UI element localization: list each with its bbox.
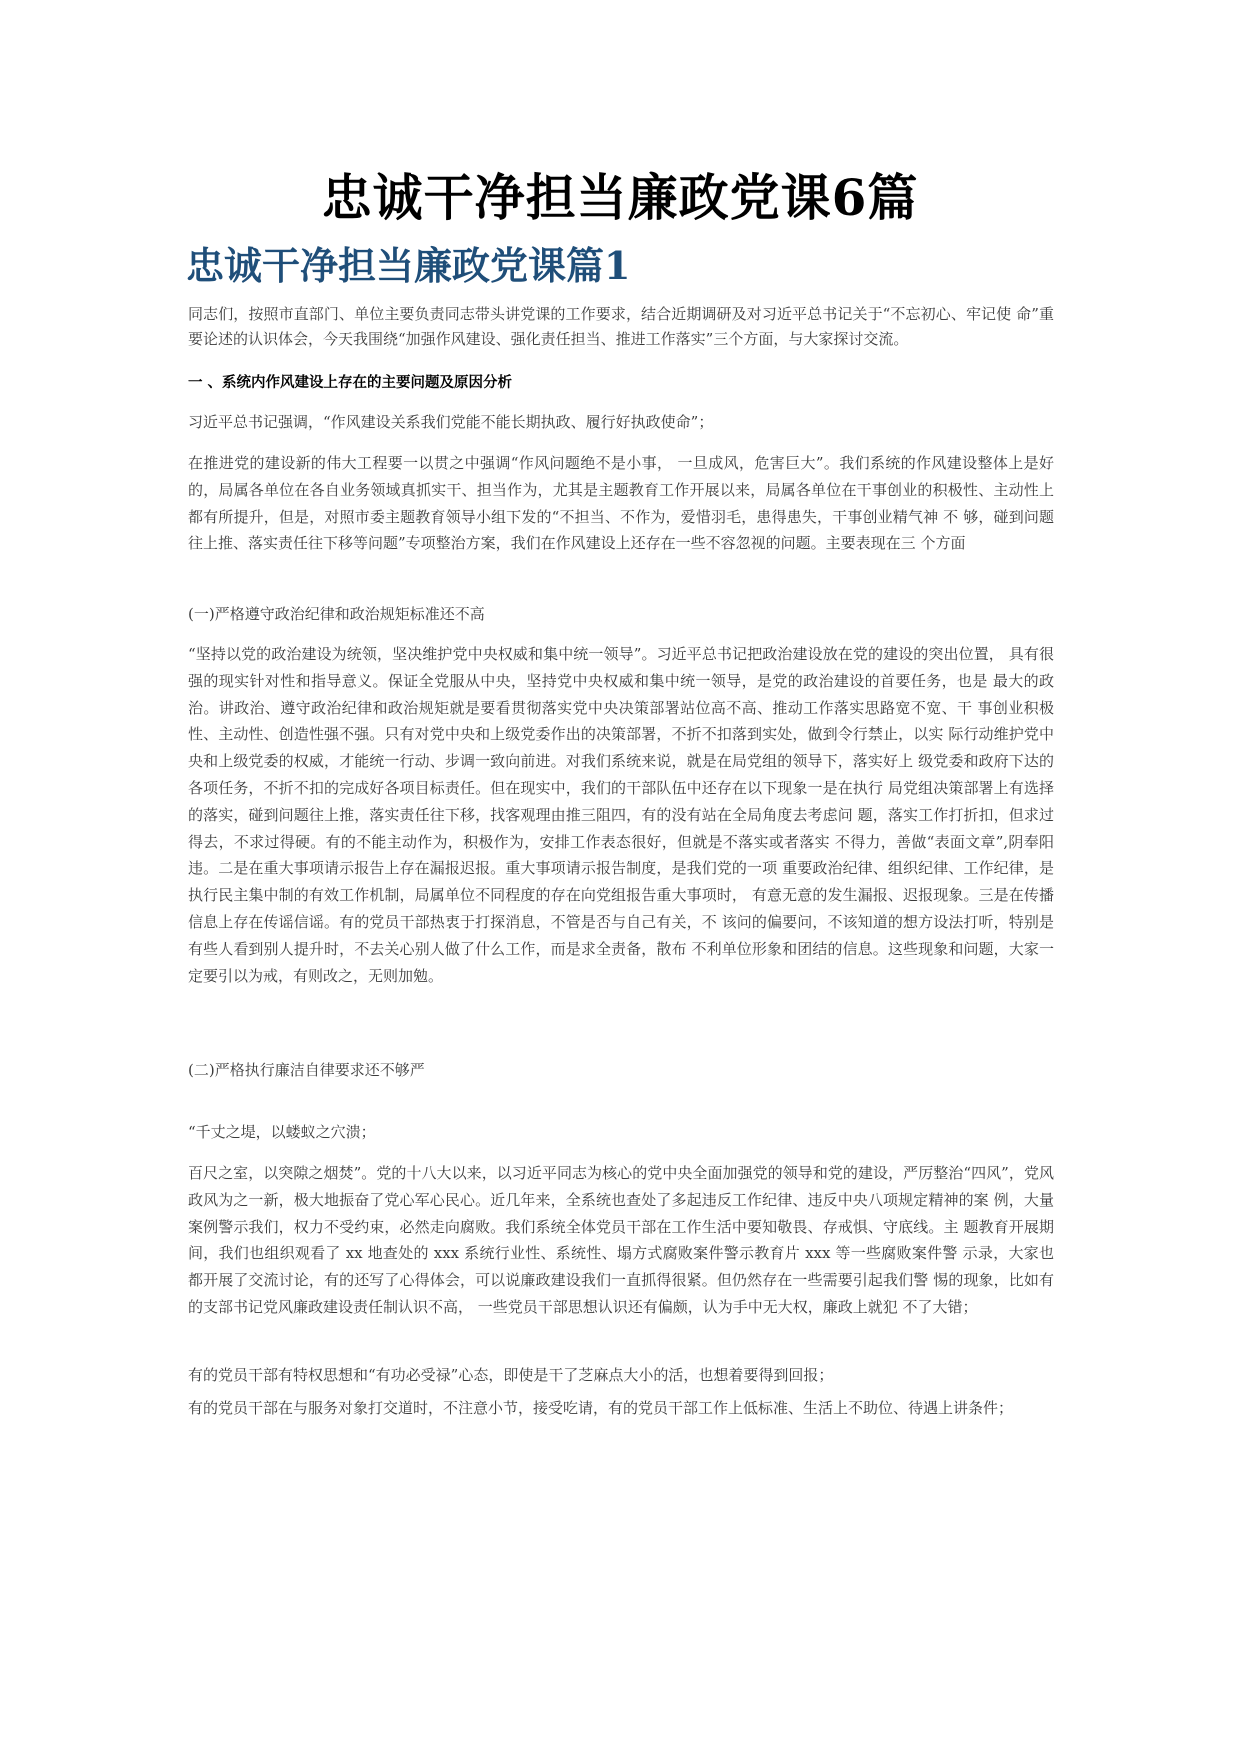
intro-paragraph: 同志们，按照市直部门、单位主要负责同志带头讲党课的工作要求，结合近期调研及对习近平总书记关于“不忘初心、牢记使 命”重要论述的认识体会，今天我围绕“加强作风建设、强化责任担当、推进工作落实”三个方面，与大家探讨交流。 — [188, 305, 1054, 348]
body-paragraph: 在推进党的建设新的伟大工程要一以贯之中强调“作风问题绝不是小事， 一旦成风，危害巨大”。我们系统的作风建设整体上是好的，局属各单位在各自业务领域真抓实干、担当作为，尤其是主题教育工作开展以来，局属各单位在干事创业的积极性、主动性上都有所提升，但是，对照市委主题教育领导小组下发的“不担当、不作为，爱惜羽毛，患得患失，干事创业精气神 不 够，碰到问题往上推、落实责任往下移等问题”专项整治方案，我们在作风建设上还存在一些不容忽视的问题。主要表现在三 个方面 — [188, 454, 1054, 553]
subheading-paragraph: (二)严格执行廉洁自律要求还不够严 — [188, 1061, 425, 1079]
section-heading: 忠诚干净担当廉政党课篇1 — [186, 243, 631, 288]
quote-paragraph: “千丈之堤，以蝼蚁之穴溃； — [188, 1123, 376, 1141]
body-paragraph: 有的党员干部有特权思想和“有功必受禄”心态，即使是干了芝麻点大小的活，也想着要得到回报； — [188, 1366, 834, 1384]
quote-paragraph: 习近平总书记强调，“作风建设关系我们党能不能长期执政、履行好执政使命”； — [188, 413, 714, 431]
document-title: 忠诚干净担当廉政党课6篇 — [321, 168, 919, 227]
subheading-paragraph: (一)严格遵守政治纪律和政治规矩标准还不高 — [188, 605, 485, 623]
body-paragraph: 百尺之室，以突隙之烟焚”。党的十八大以来，以习近平同志为核心的党中央全面加强党的领导和党的建设，严厉整治“四风”，党风政风为之一新，极大地振奋了党心军心民心。近几年来，全系统也查处了多起违反工作纪律、违反中央八项规定精神的案 例，大量案例警示我们，权力不受约束，必然走向腐败。我们系统全体党员干部在工作生活中要知敬畏、存戒惧、守底线。主 题教育开展期间，我们也组织观看了 xx 地查处的 xxx 系统行业性、系统性、塌方式腐败案件警示教育片 xxx 等一些腐败案件警 示录，大家也都开展了交流讨论，有的还写了心得体会，可以说廉政建设我们一直抓得很紧。但仍然存在一些需要引起我们警 惕的现象，比如有的支部书记党风廉政建设责任制认识不高， 一些党员干部思想认识还有偏颇，认为手中无大权，廉政上就犯 不了大错； — [188, 1164, 1054, 1316]
body-paragraph: 有的党员干部在与服务对象打交道时，不注意小节，接受吃请，有的党员干部工作上低标准、生活上不助位、待遇上讲条件； — [188, 1399, 1014, 1417]
part-heading: 一 、系统内作风建设上存在的主要问题及原因分析 — [188, 375, 513, 391]
body-paragraph: “坚持以党的政治建设为统领，坚决维护党中央权威和集中统一领导”。习近平总书记把政治建设放在党的建设的突出位置， 具有很强的现实针对性和指导意义。保证全党服从中央，坚持党中央权威和集中统一领导，是党的政治建设的首要任务，也是 最大的政治。讲政治、遵守政治纪律和政治规矩就是要看贯彻落实党中央决策部署站位高不高、推动工作落实思路宽不宽、干 事创业积极性、主动性、创造性强不强。只有对党中央和上级党委作出的决策部署，不折不扣落到实处，做到令行禁止，以实 际行动维护党中央和上级党委的权威，才能统一行动、步调一致向前进。对我们系统来说，就是在局党组的领导下，落实好上 级党委和政府下达的各项任务，不折不扣的完成好各项目标责任。但在现实中，我们的干部队伍中还存在以下现象一是在执行 局党组决策部署上有选择的落实，碰到问题往上推，落实责任往下移，找客观理由推三阻四，有的没有站在全局角度去考虑问 题，落实工作打折扣，但求过得去，不求过得硬。有的不能主动作为，积极作为，安排工作表态很好，但就是不落实或者落实 不得力，善做“表面文章”,阴奉阳违。二是在重大事项请示报告上存在漏报迟报。重大事项请示报告制度，是我们党的一项 重要政治纪律、组织纪律、工作纪律，是执行民主集中制的有效工作机制，局属单位不同程度的存在向党组报告重大事项时， 有意无意的发生漏报、迟报现象。三是在传播信息上存在传谣信谣。有的党员干部热衷于打探消息，不管是否与自己有关，不 该问的偏要问，不该知道的想方设法打听，特别是有些人看到别人提升时，不去关心别人做了什么工作，而是求全责备，散布 不利单位形象和团结的信息。这些现象和问题，大家一定要引以为戒，有则改之，无则加勉。 — [188, 645, 1054, 985]
